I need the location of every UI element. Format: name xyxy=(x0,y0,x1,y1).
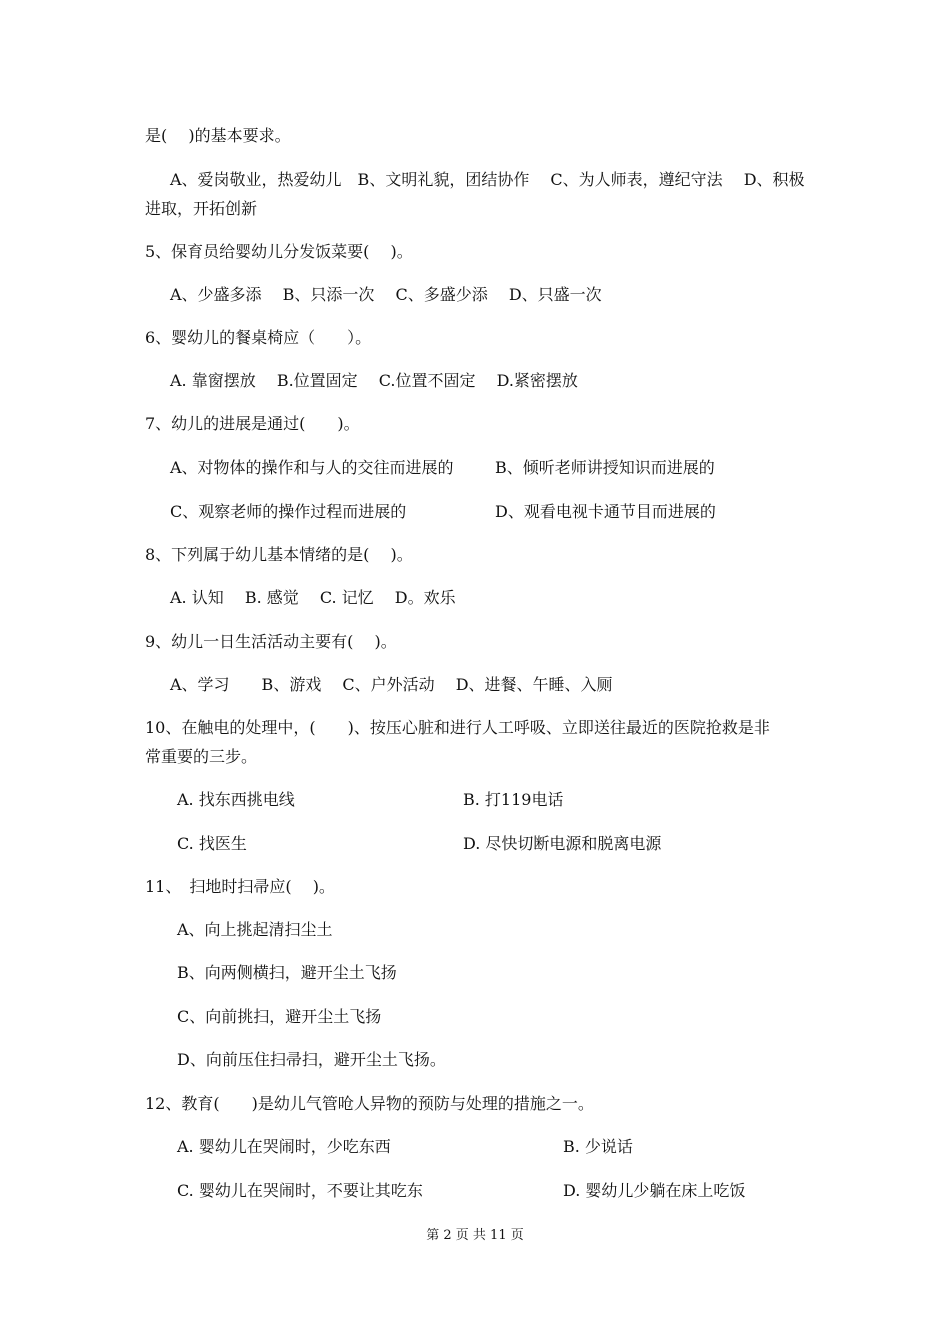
q5-options: A、少盛多添 B、只添一次 C、多盛少添 D、只盛一次 xyxy=(170,285,602,304)
q6-stem: 6、婴幼儿的餐桌椅应（ ）。 xyxy=(145,328,372,347)
q12-option-c: C. 婴幼儿在哭闹时，不要让其吃东 xyxy=(177,1181,423,1200)
q8-stem: 8、下列属于幼儿基本情绪的是( )。 xyxy=(145,545,413,564)
q10-option-b: B. 打119电话 xyxy=(463,790,564,809)
q7-stem: 7、幼儿的进展是通过( )。 xyxy=(145,414,360,433)
q4-options: A、爱岗敬业，热爱幼儿 B、文明礼貌，团结协作 C、为人师表，遵纪守法 D、积极 xyxy=(170,170,805,189)
q11-option-a: A、向上挑起清扫尘土 xyxy=(177,920,333,939)
q7-option-d: D、观看电视卡通节目而进展的 xyxy=(495,502,716,521)
q6-options: A. 靠窗摆放 B.位置固定 C.位置不固定 D.紧密摆放 xyxy=(170,371,578,390)
q11-option-d: D、向前压住扫帚扫，避开尘土飞扬。 xyxy=(177,1050,446,1069)
page-footer: 第 2 页 共 11 页 xyxy=(426,1228,524,1243)
q4-options-cont: 进取，开拓创新 xyxy=(145,199,258,218)
q11-stem: 11、 扫地时扫帚应( )。 xyxy=(145,877,335,896)
q10-stem-cont: 常重要的三步。 xyxy=(145,747,258,766)
q10-stem: 10、在触电的处理中，( )、按压心脏和进行人工呼吸、立即送往最近的医院抢救是非 xyxy=(145,718,770,737)
q9-options: A、学习 B、游戏 C、户外活动 D、进餐、午睡、入厕 xyxy=(170,675,613,694)
q10-option-d: D. 尽快切断电源和脱离电源 xyxy=(463,834,662,853)
q7-option-a: A、对物体的操作和与人的交往而进展的 xyxy=(170,458,454,477)
q10-option-a: A. 找东西挑电线 xyxy=(177,790,295,809)
q10-option-c: C. 找医生 xyxy=(177,834,247,853)
q9-stem: 9、幼儿一日生活活动主要有( )。 xyxy=(145,632,397,651)
q12-option-b: B. 少说话 xyxy=(563,1137,633,1156)
q12-stem: 12、教育( )是幼儿气管呛人异物的预防与处理的措施之一。 xyxy=(145,1094,594,1113)
q12-option-d: D. 婴幼儿少躺在床上吃饭 xyxy=(563,1181,746,1200)
q12-option-a: A. 婴幼儿在哭闹时，少吃东西 xyxy=(177,1137,391,1156)
q7-option-c: C、观察老师的操作过程而进展的 xyxy=(170,502,407,521)
q4-stem-tail: 是( )的基本要求。 xyxy=(145,126,291,145)
q5-stem: 5、保育员给婴幼儿分发饭菜要( )。 xyxy=(145,242,413,261)
q11-option-b: B、向两侧横扫，避开尘土飞扬 xyxy=(177,963,397,982)
q7-option-b: B、倾听老师讲授知识而进展的 xyxy=(495,458,715,477)
q11-option-c: C、向前挑扫，避开尘土飞扬 xyxy=(177,1007,382,1026)
q8-options: A. 认知 B. 感觉 C. 记忆 D。欢乐 xyxy=(170,588,456,607)
